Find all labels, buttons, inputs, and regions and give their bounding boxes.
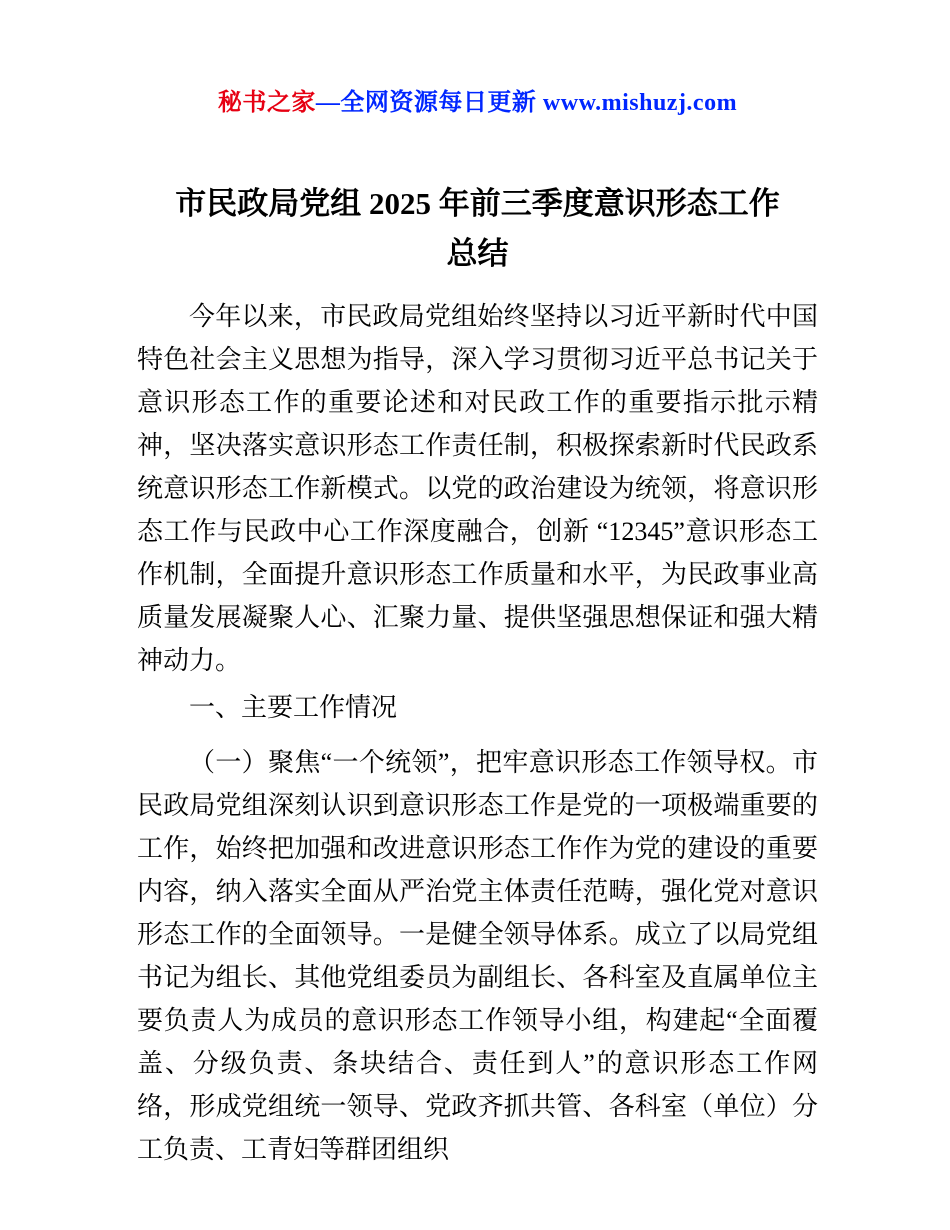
- paragraph-intro: 今年以来，市民政局党组始终坚持以习近平新时代中国特色社会主义思想为指导，深入学习贯彻习近平总书记关于意识形态工作的重要论述和对民政工作的重要指示批示精神，坚决落实意识形态工作责任制，积极探索新时代民政系统意识形态工作新模式。以党的政治建设为统领，将意识形态工作与民政中心工作深度融合，创新 “12345”意识形态工作机制，全面提升意识形态工作质量和水平，为民政事业高质量发展凝聚人心、汇聚力量、提供坚强思想保证和强大精神动力。: [137, 302, 818, 675]
- document-title-line1: 市民政局党组 2025 年前三季度意识形态工作: [175, 186, 780, 221]
- document-body: [137, 295, 818, 1171]
- site-url-link[interactable]: www.mishuzj.com: [542, 90, 738, 116]
- section-heading-main-work: 一、主要工作情况: [189, 693, 398, 722]
- paragraph-section-one: （一）聚焦“一个统领”，把牢意识形态工作领导权。市民政局党组深刻认识到意识形态工作是党的一项极端重要的工作，始终把加强和改进意识形态工作作为党的建设的重要内容，纳入落实全面从严治党主体责任范畴，强化党对意识形态工作的全面领导。一是健全领导体系。成立了以局党组书记为组长、其他党组委员为副组长、各科室及直属单位主要负责人为成员的意识形态工作领导小组，构建起“全面覆盖、分级负责、条块结合、责任到人”的意识形态工作网络，形成党组统一领导、党政齐抓共管、各科室（单位）分工负责、工青妇等群团组织: [137, 748, 818, 1164]
- site-tagline: —全网资源每日更新: [315, 90, 543, 116]
- site-header: [137, 82, 818, 117]
- site-brand: 秘书之家: [217, 90, 316, 116]
- document-title: [137, 179, 818, 279]
- document-title-line2: 总结: [446, 236, 509, 271]
